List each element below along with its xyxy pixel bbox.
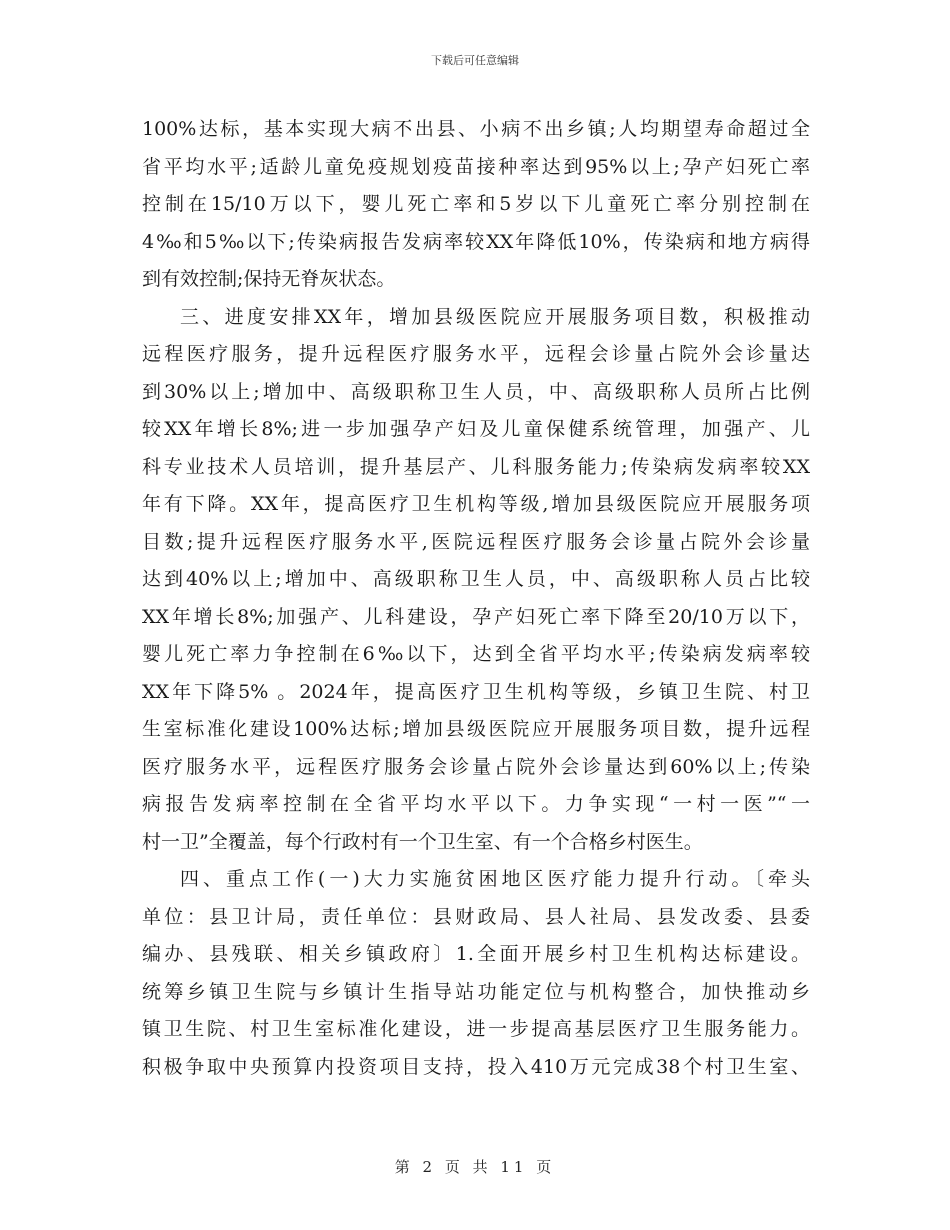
text-line: 到有效控制;保持无脊灰状态。: [142, 268, 396, 290]
text-line: 统筹乡镇卫生院与乡镇计生指导站功能定位与机构整合，加快推动乡: [142, 980, 810, 1003]
text-line: 单位：县卫计局，责任单位：县财政局、县人社局、县发改委、县委: [142, 905, 810, 928]
text-line: 100%达标，基本实现大病不出县、小病不出乡镇;人均期望寿命超过全: [142, 118, 810, 140]
text-line: 镇卫生院、村卫生室标准化建设，进一步提高基层医疗卫生服务能力。: [142, 1018, 810, 1040]
text-line: 目数;提升远程医疗服务水平,医院远程医疗服务会诊量占院外会诊量: [142, 530, 810, 553]
text-line: 村一卫”全覆盖，每个行政村有一个卫生室、有一个合格乡村医生。: [142, 830, 703, 853]
text-line: 省平均水平;适龄儿童免疫规划疫苗接种率达到95%以上;孕产妇死亡率: [142, 155, 810, 178]
text-line: 年有下降。XX年，提高医疗卫生机构等级,增加县级医院应开展服务项: [142, 493, 810, 515]
text-line: 到30%以上;增加中、高级职称卫生人员，中、高级职称人员所占比例: [142, 380, 810, 403]
text-line: XX年增长8%;加强产、儿科建设，孕产妇死亡率下降至20/10万以下，: [142, 605, 810, 628]
text-line: 科专业技术人员培训，提升基层产、儿科服务能力;传染病发病率较XX: [142, 455, 810, 478]
text-line: 生室标准化建设100%达标;增加县级医院应开展服务项目数，提升远程: [142, 718, 810, 740]
text-line: 病报告发病率控制在全省平均水平以下。力争实现“一村一医”“一: [142, 793, 810, 815]
text-line: 远程医疗服务，提升远程医疗服务水平，远程会诊量占院外会诊量达: [142, 343, 810, 365]
text-line: 三、进度安排XX年，增加县级医院应开展服务项目数，积极推动: [180, 305, 810, 328]
page-number: 第 2 页 共 11 页: [394, 1158, 556, 1176]
text-line: 较XX年增长8%;进一步加强孕产妇及儿童保健系统管理，加强产、儿: [142, 418, 810, 440]
text-line: 积极争取中央预算内投资项目支持，投入410万元完成38个村卫生室、: [142, 1055, 810, 1078]
text-line: 婴儿死亡率力争控制在6‰以下，达到全省平均水平;传染病发病率较: [142, 643, 810, 665]
page-header-note: 下载后可任意编辑: [431, 54, 519, 67]
text-line: 控制在15/10万以下，婴儿死亡率和5岁以下儿童死亡率分别控制在: [142, 193, 810, 215]
text-line: 4‰和5‰以下;传染病报告发病率较XX年降低10%，传染病和地方病得: [142, 230, 810, 253]
text-line: XX年下降5% 。2024年，提高医疗卫生机构等级，乡镇卫生院、村卫: [142, 680, 810, 703]
text-line: 医疗服务水平，远程医疗服务会诊量占院外会诊量达到60%以上;传染: [142, 755, 810, 778]
text-line: 编办、县残联、相关乡镇政府〕1.全面开展乡村卫生机构达标建设。: [142, 943, 810, 965]
document-body: [142, 111, 810, 1086]
text-line: 四、重点工作(一)大力实施贫困地区医疗能力提升行动。〔牵头: [180, 868, 810, 890]
text-line: 达到40%以上;增加中、高级职称卫生人员，中、高级职称人员占比较: [142, 568, 810, 590]
